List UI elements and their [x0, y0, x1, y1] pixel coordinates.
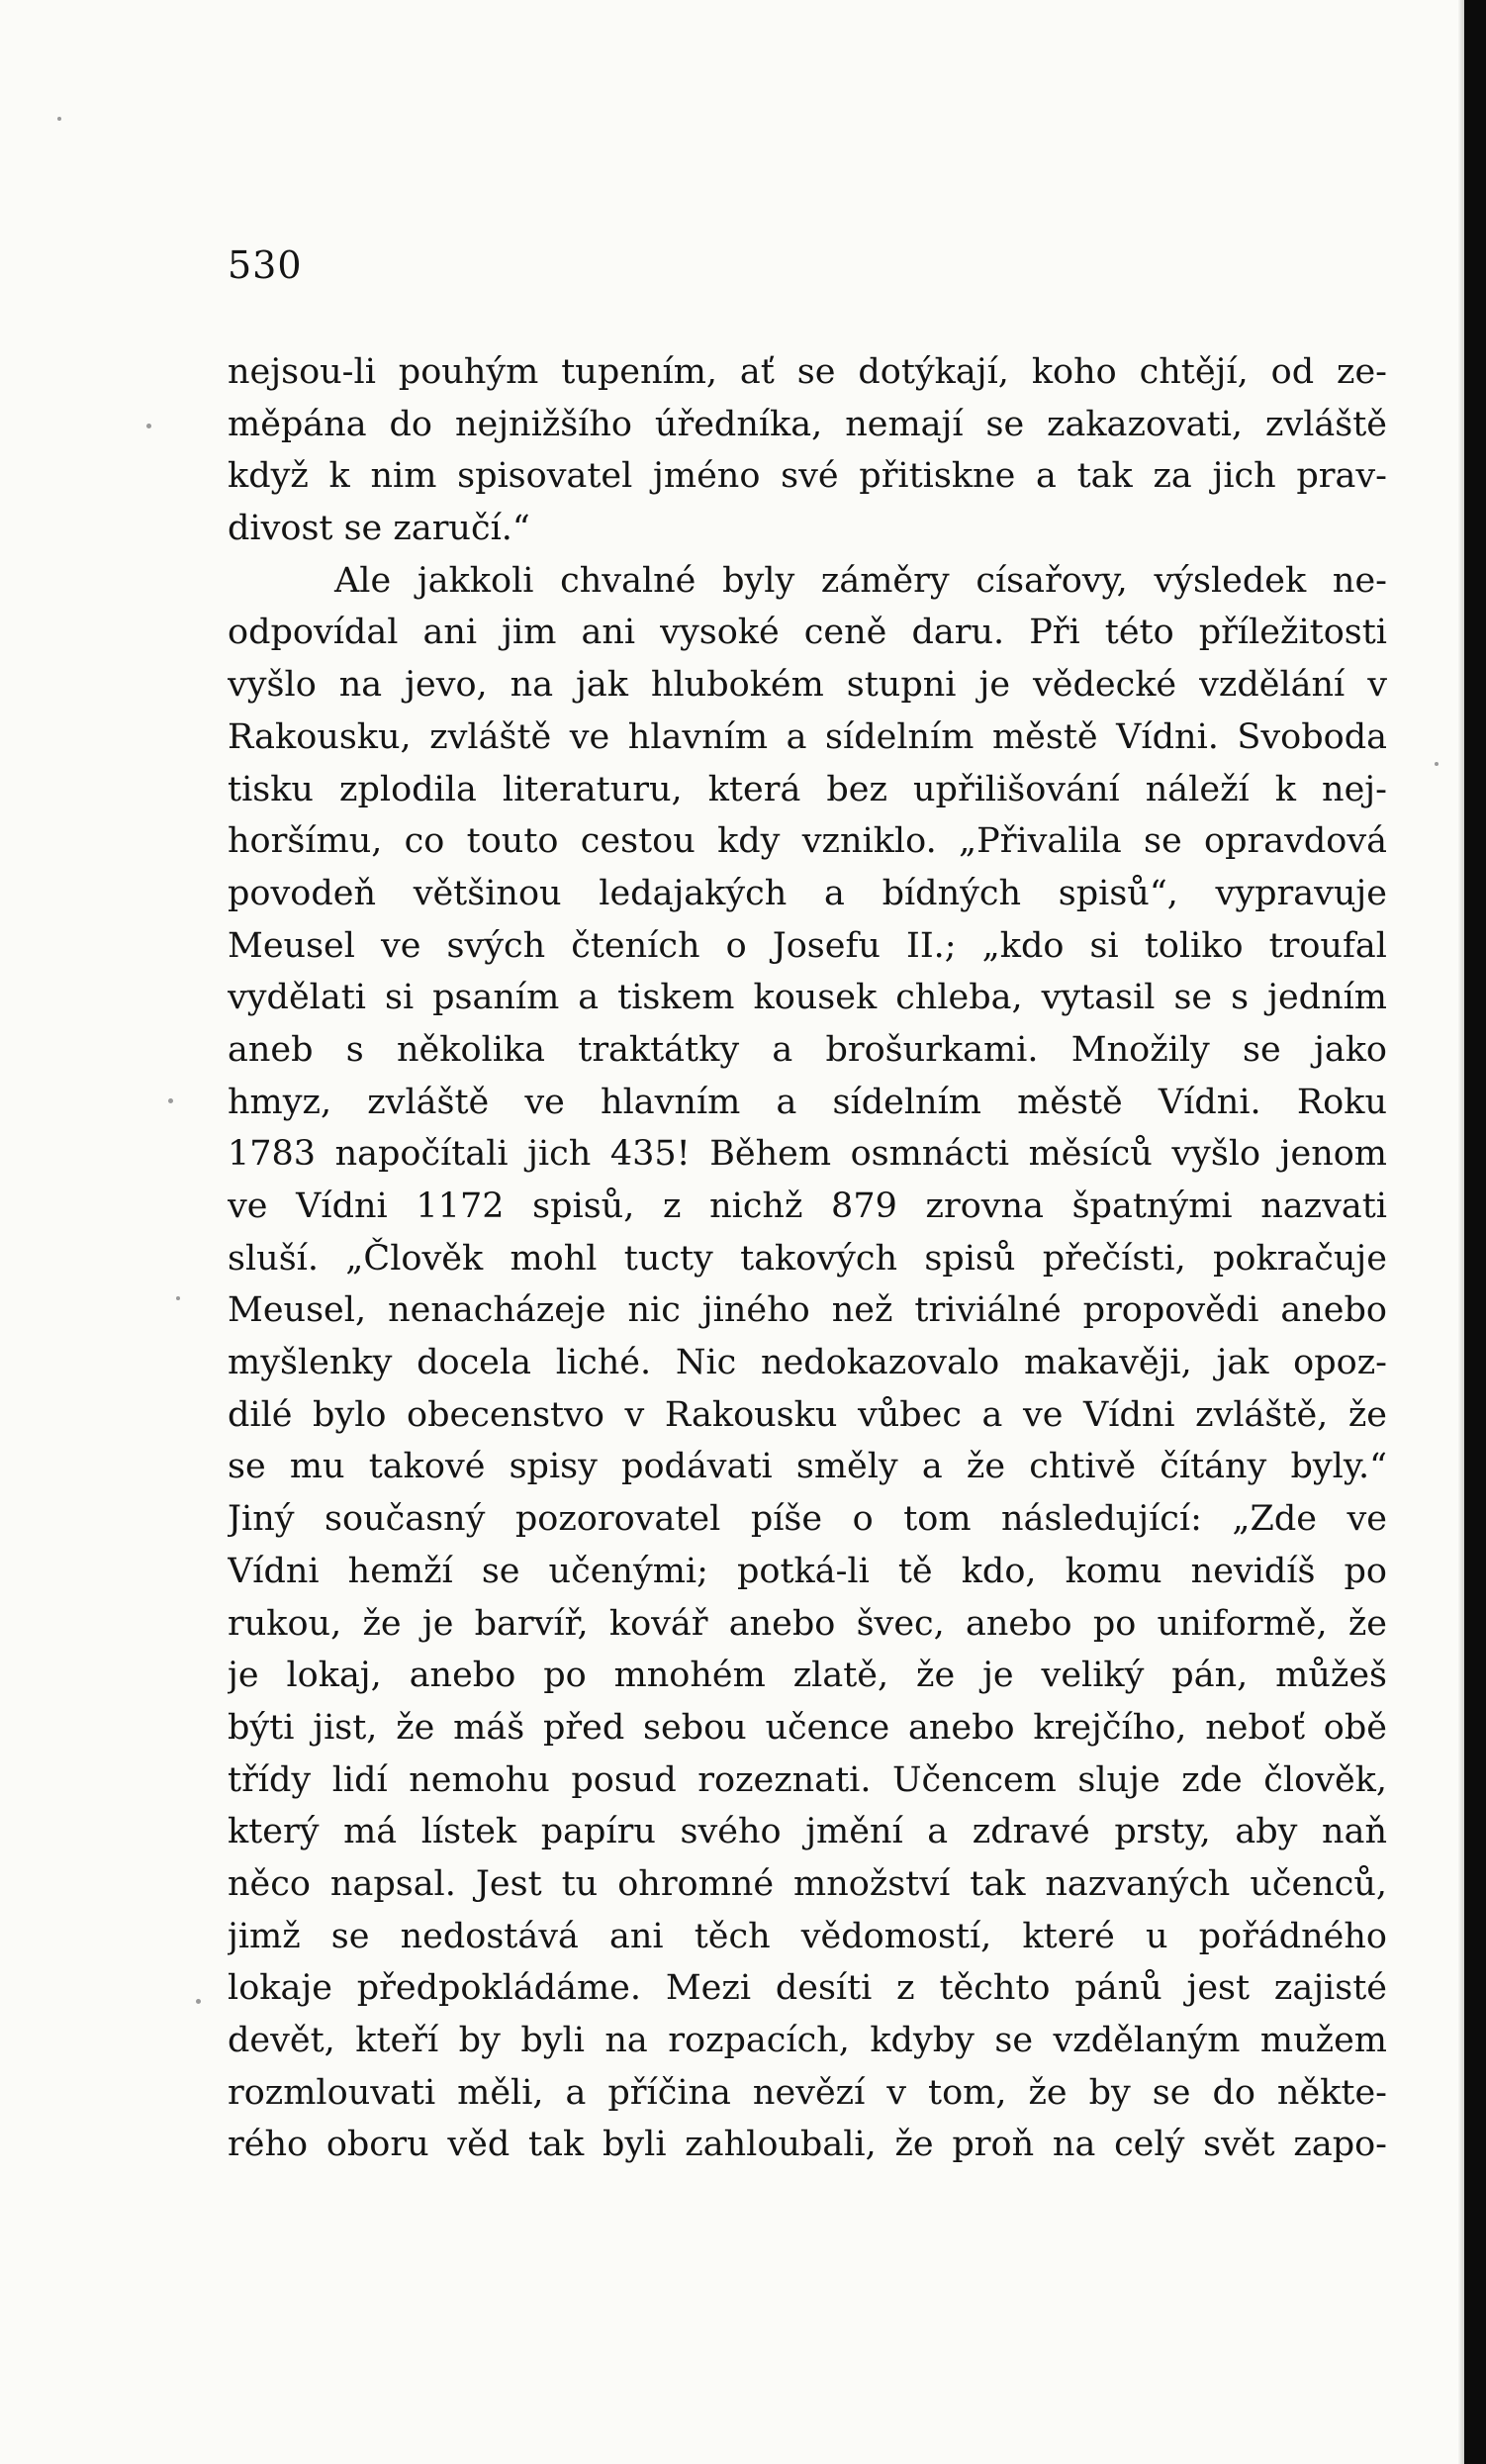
scan-speck — [1435, 762, 1439, 766]
text-line: odpovídal ani jim ani vysoké ceně daru. Při této příležitosti — [228, 613, 1387, 653]
text-line: měpána do nejnižšího úředníka, nemají se zakazovati, zvláště — [228, 404, 1387, 444]
text-line: tisku zplodila literaturu, která bez upřilišování náleží k nej- — [228, 769, 1387, 809]
text-line: hmyz, zvláště ve hlavním a sídelním městě Vídni. Roku — [228, 1082, 1387, 1122]
text-line: rukou, že je barvíř, kovář anebo švec, anebo po uniformě, že — [228, 1603, 1387, 1644]
body-text — [228, 346, 1387, 2171]
page-number: 530 — [228, 243, 303, 287]
text-line: býti jist, že máš před sebou učence anebo krejčího, neboť obě — [228, 1707, 1387, 1748]
text-line: Jiný současný pozorovatel píše o tom následující: „Zde ve — [228, 1499, 1387, 1540]
text-line: lokaje předpokládáme. Mezi desíti z těchto pánů jest zajisté — [228, 1968, 1387, 2009]
scan-speck — [57, 117, 61, 121]
text-line: Vídni hemží se učenými; potká-li tě kdo, komu nevidíš po — [228, 1551, 1387, 1591]
text-line: který má lístek papíru svého jmění a zdravé prsty, aby naň — [228, 1812, 1387, 1852]
text-line: něco napsal. Jest tu ohromné množství tak nazvaných učenců, — [228, 1863, 1387, 1904]
text-line: divost se zaručí.“ — [228, 509, 530, 549]
scan-speck — [176, 1296, 180, 1300]
text-line: je lokaj, anebo po mnohém zlatě, že je veliký pán, můžeš — [228, 1656, 1387, 1696]
text-line: nejsou-li pouhým tupením, ať se dotýkají, koho chtějí, od ze- — [228, 352, 1387, 392]
scan-speck — [168, 1098, 173, 1103]
text-line: Meusel ve svých čteních o Josefu II.; „kdo si toliko troufal — [228, 925, 1387, 966]
text-line: vyšlo na jevo, na jak hlubokém stupni je vědecké vzdělání v — [228, 665, 1387, 706]
scan-speck — [146, 424, 151, 428]
text-line: jimž se nedostává ani těch vědomostí, které u pořádného — [228, 1916, 1387, 1956]
scan-speck — [196, 1999, 201, 2004]
text-line: Ale jakkoli chvalné byly záměry císařovy, výsledek ne- — [334, 560, 1387, 601]
text-line: dilé bylo obecenstvo v Rakousku vůbec a ve Vídni zvláště, že — [228, 1394, 1387, 1435]
text-line: třídy lidí nemohu posud rozeznati. Učencem sluje zde člověk, — [228, 1759, 1387, 1800]
text-line: ve Vídni 1172 spisů, z nichž 879 zrovna špatnými nazvati — [228, 1186, 1387, 1226]
text-line: sluší. „Člověk mohl tucty takových spisů přečísti, pokračuje — [228, 1238, 1387, 1279]
text-line: vydělati si psaním a tiskem kousek chleba, vytasil se s jedním — [228, 978, 1387, 1018]
text-line: horšímu, co touto cestou kdy vzniklo. „Přivalila se opravdová — [228, 821, 1387, 862]
text-line: myšlenky docela liché. Nic nedokazovalo makavěji, jak opoz- — [228, 1343, 1387, 1383]
text-line: povodeň většinou ledajakých a bídných spisů“, vypravuje — [228, 873, 1387, 913]
text-line: rého oboru věd tak byli zahloubali, že proň na celý svět zapo- — [228, 2125, 1387, 2165]
text-line: rozmlouvati měli, a příčina nevězí v tom, že by se do někte- — [228, 2072, 1387, 2113]
text-line: devět, kteří by byli na rozpacích, kdyby se vzdělaným mužem — [228, 2021, 1387, 2060]
text-line: Rakousku, zvláště ve hlavním a sídelním městě Vídni. Svoboda — [228, 716, 1387, 757]
text-line: aneb s několika traktátky a brošurkami. Množily se jako — [228, 1029, 1387, 1070]
text-line: se mu takové spisy podávati směly a že chtivě čítány byly.“ — [228, 1447, 1387, 1487]
page-edge-border — [1464, 0, 1486, 2464]
text-line: Meusel, nenacházeje nic jiného než triviálné propovědi anebo — [228, 1290, 1387, 1331]
text-line: když k nim spisovatel jméno své přitiskne a tak za jich prav- — [228, 456, 1387, 497]
text-line: 1783 napočítali jich 435! Během osmnácti měsíců vyšlo jenom — [228, 1134, 1387, 1175]
